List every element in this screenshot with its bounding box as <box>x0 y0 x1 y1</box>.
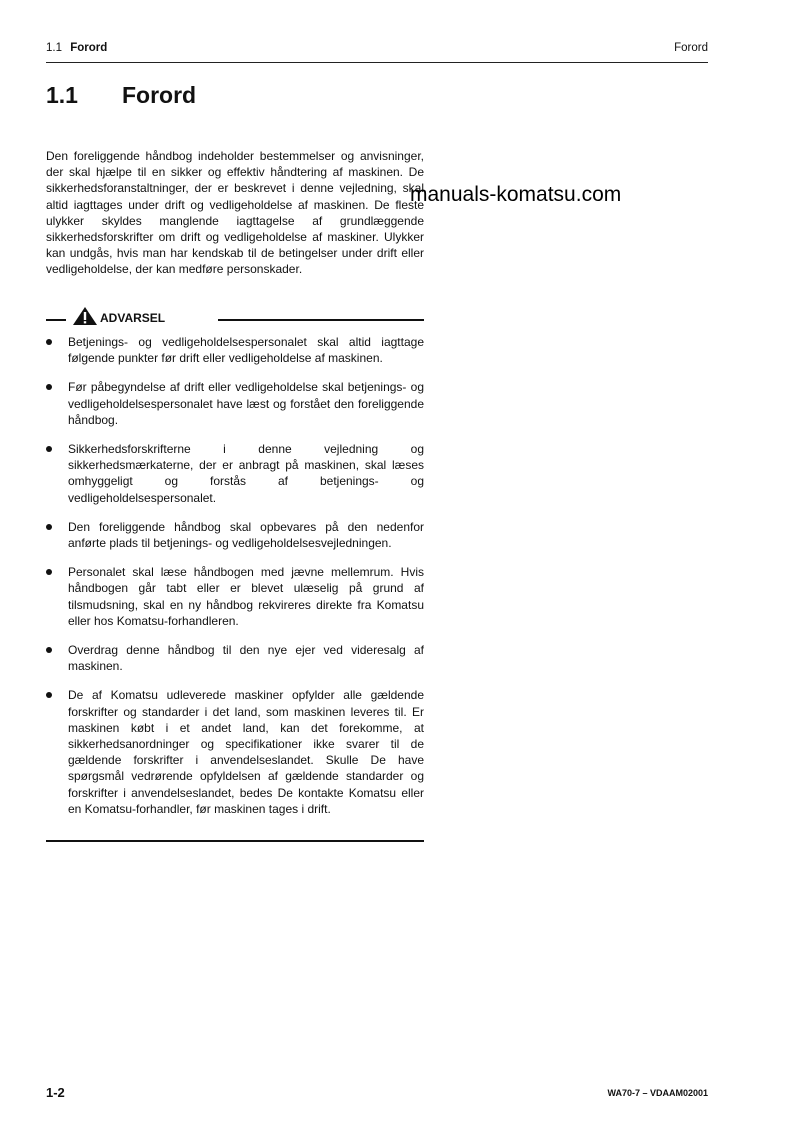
warning-triangle-icon <box>72 306 98 326</box>
header-section-title: Forord <box>70 42 108 54</box>
intro-paragraph: Den foreliggende håndbog indeholder bestemmelser og anvisninger, der skal hjælpe til en sikker og effektiv håndtering af maskinen. De sikkerhedsforanstaltninger, der er beskrevet i denne vejledning, skal altid iagttages under drift og vedligeholdelse af maskinen. De fleste ulykker skyldes manglende iagttagelse af grundlæggende sikkerhedsforskrifter om drift og vedligeholdelse af maskiner. Ulykker kan undgås, hvis man har kendskab til de betingelser under drift eller vedligeholdelse, der kan medføre personskader. <box>46 149 424 277</box>
bullet-icon <box>46 384 52 390</box>
warning-item <box>46 519 424 551</box>
bullet-icon <box>46 647 52 653</box>
document-code: WA70-7 – VDAAM02001 <box>607 1088 708 1098</box>
warning-item <box>46 564 424 629</box>
watermark-text: manuals-komatsu.com <box>410 183 622 206</box>
header-section-number: 1.1 <box>46 42 62 54</box>
warning-item <box>46 687 424 817</box>
bullet-icon <box>46 692 52 698</box>
warning-item <box>46 379 424 428</box>
warning-item-text: Betjenings- og vedligeholdelsespersonalet skal altid iagttage følgende punkter før drift eller vedligeholdelse af maskinen. <box>68 335 424 366</box>
warning-item-text: Før påbegyndelse af drift eller vedligeholdelse skal betjenings- og vedligeholdelsespersonalet have læst og forstået den foreliggende håndbog. <box>68 380 424 427</box>
warning-rule-right <box>218 319 424 321</box>
running-header <box>46 40 708 63</box>
bullet-icon <box>46 524 52 530</box>
warning-rule-left <box>46 319 66 321</box>
page-title <box>46 82 196 109</box>
warning-item <box>46 334 424 366</box>
page-number: 1-2 <box>46 1085 65 1100</box>
warning-item-text: Overdrag denne håndbog til den nye ejer ved videresalg af maskinen. <box>68 643 424 674</box>
bullet-icon <box>46 339 52 345</box>
warning-item-text: Sikkerhedsforskrifterne i denne vejledning og sikkerhedsmærkaterne, der er anbragt på maskinen, skal læses omhyggeligt og forstås af betjenings- og vedligeholdelsespersonalet. <box>68 442 424 505</box>
page-title-number: 1.1 <box>46 82 78 108</box>
warning-item <box>46 441 424 506</box>
bullet-icon <box>46 446 52 452</box>
warning-item-text: Den foreliggende håndbog skal opbevares på den nedenfor anførte plads til betjenings- og vedligeholdelsesvejledningen. <box>68 519 424 551</box>
warning-item-text: Personalet skal læse håndbogen med jævne mellemrum. Hvis håndbogen går tabt eller er blevet ulæselig på grund af tilsmudsning, skal en ny håndbog rekvireres direkte fra Komatsu eller hos Komatsu-forhandleren. <box>68 565 424 628</box>
warning-item <box>46 642 424 674</box>
warning-item-text: De af Komatsu udleverede maskiner opfylder alle gældende forskrifter og standarder i det land, som maskinen leveres til. Er maskinen købt i et andet land, kan det forekomme, at sikkerhedsanordninger og specifikationer ikke svarer til de gældende forskrifter i anvendelseslandet. Skulle De have spørgsmål vedrørende opfyldelsen af gældende standarder og forskrifter i anvendelseslandet, bedes De kontakte Komatsu eller en Komatsu-forhandler, før maskinen tages i drift. <box>68 688 424 816</box>
page-title-text: Forord <box>122 82 197 108</box>
header-section <box>46 42 107 54</box>
bullet-icon <box>46 569 52 575</box>
warning-end-rule <box>46 840 424 842</box>
warning-heading <box>46 306 424 326</box>
warning-list <box>46 334 424 830</box>
header-chapter-title: Forord <box>674 42 708 54</box>
warning-label: ADVARSEL <box>100 311 166 325</box>
